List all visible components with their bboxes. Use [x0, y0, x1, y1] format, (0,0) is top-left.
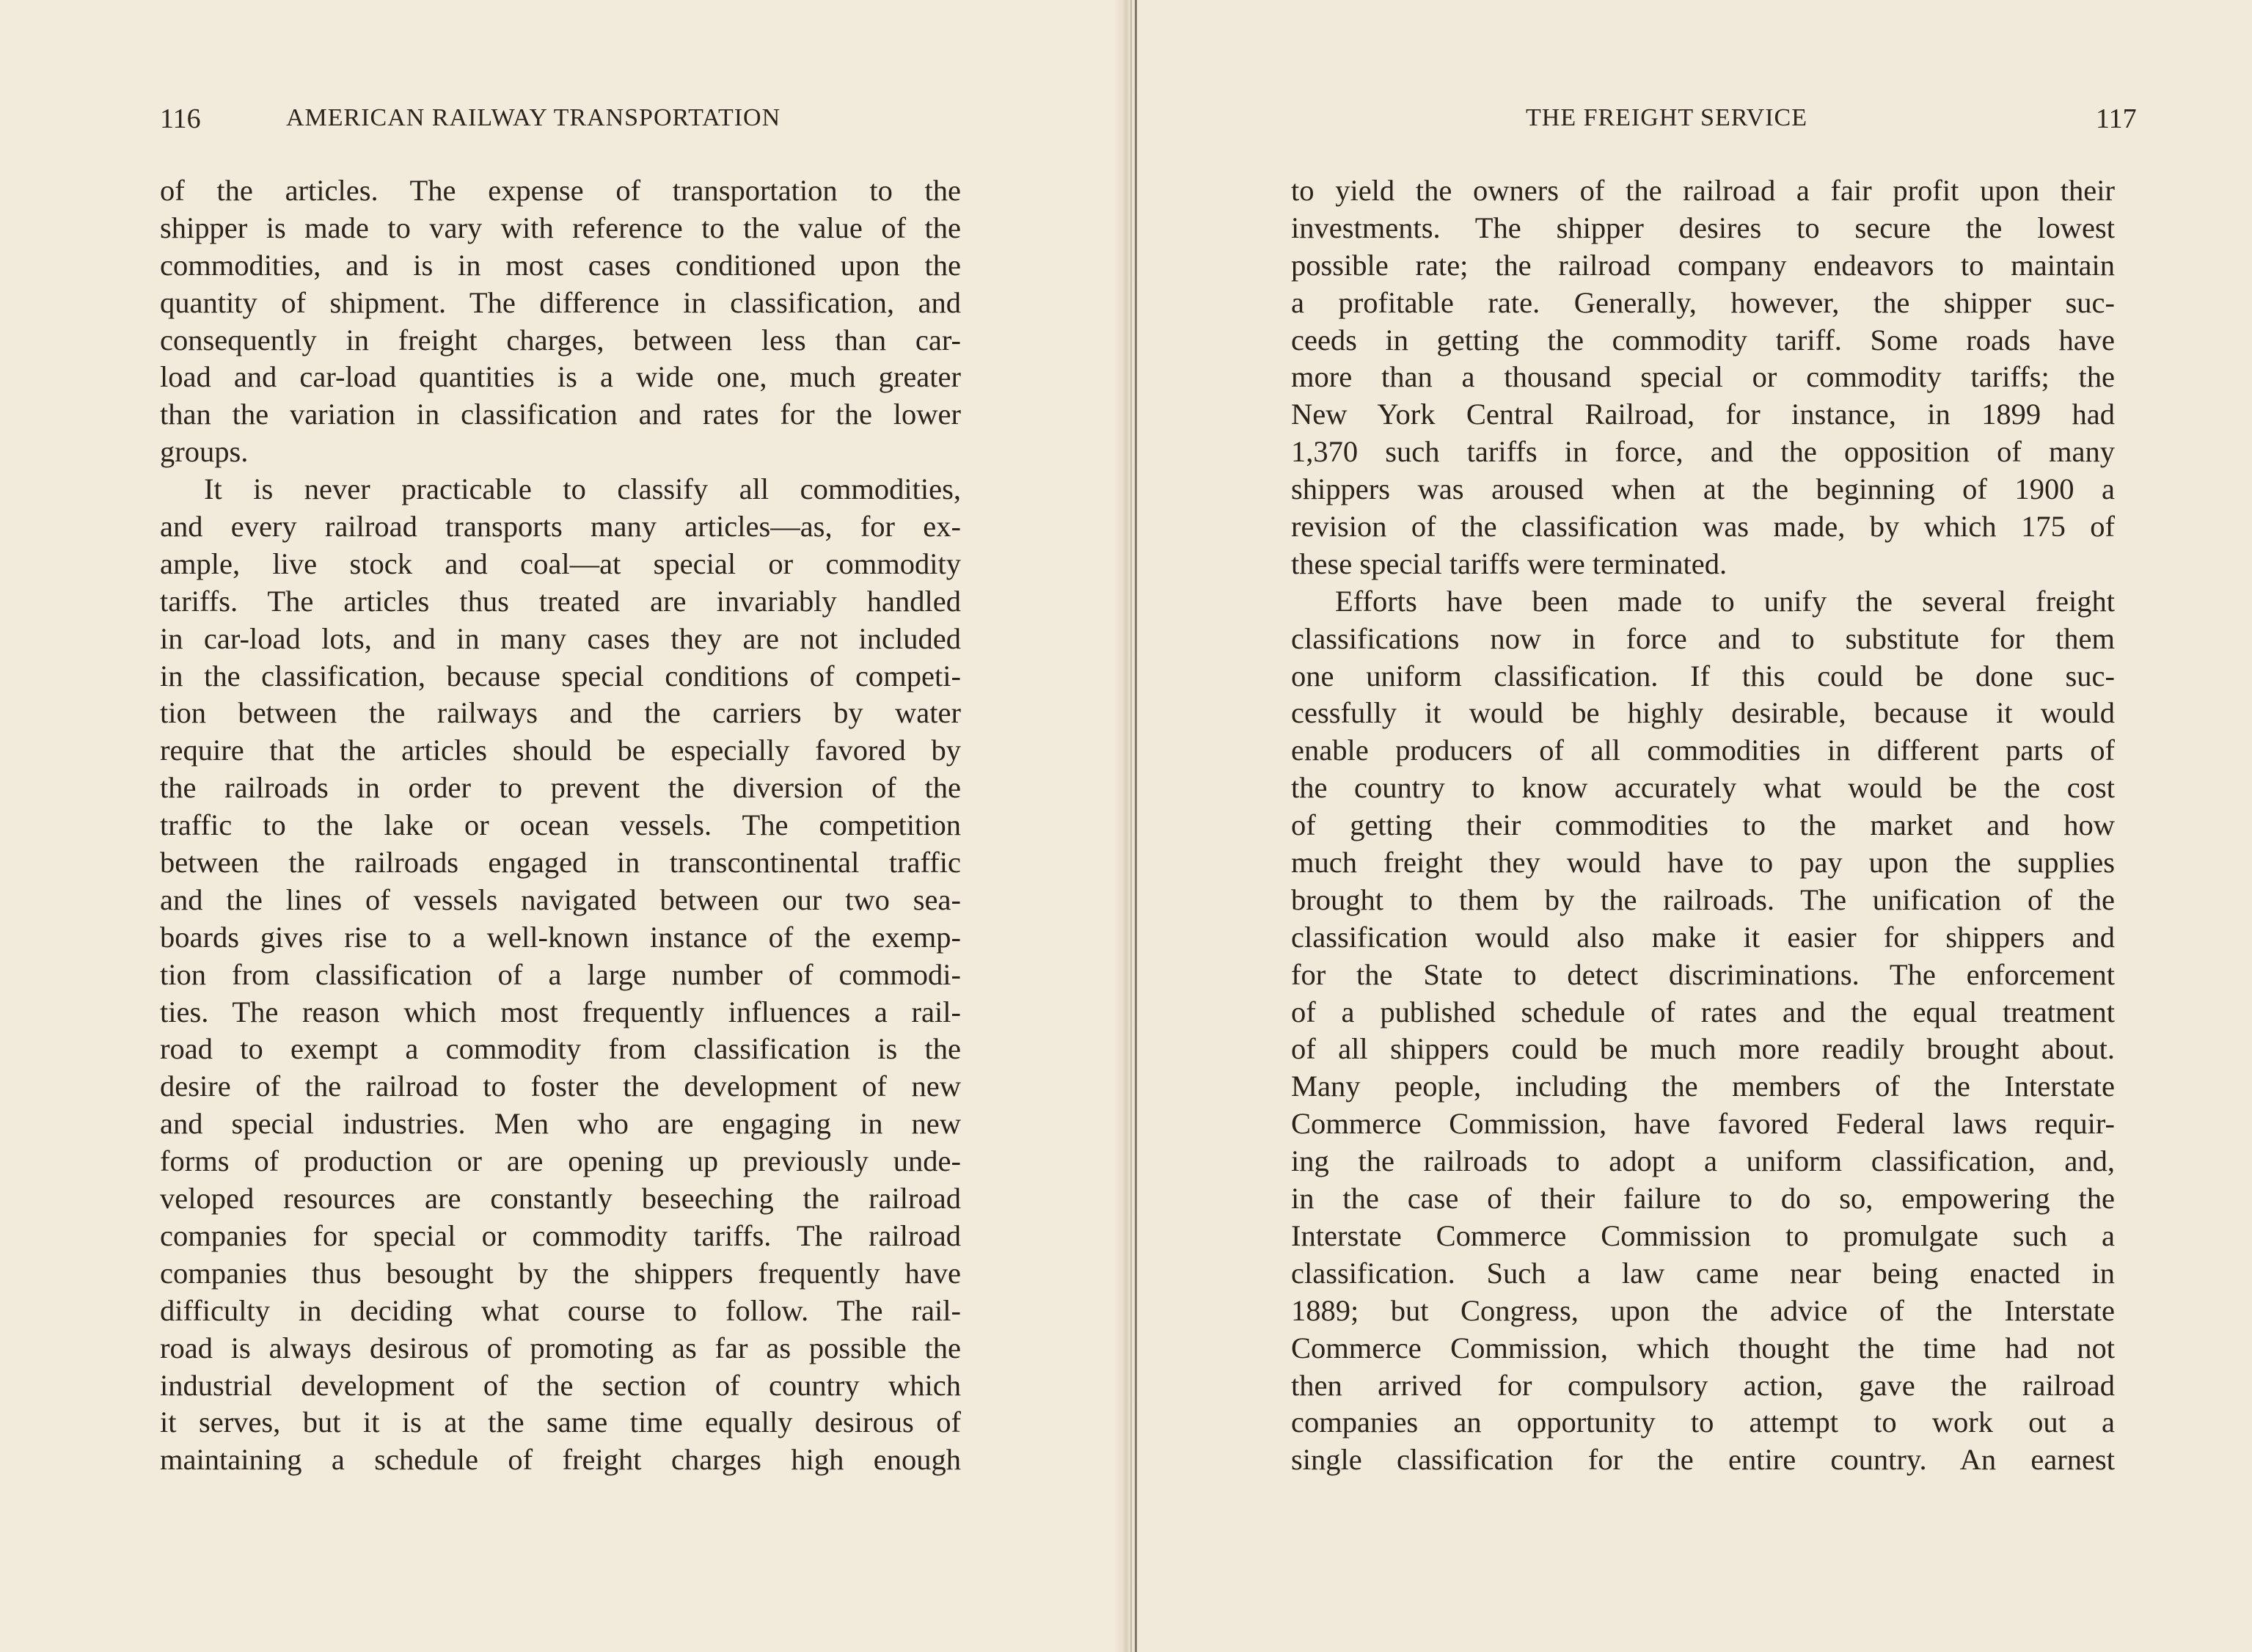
text-line: require that the articles should be especially favored by: [160, 734, 961, 767]
text-line: classification would also make it easier for shippers and: [1291, 920, 2115, 954]
gutter-fold-line: [1135, 0, 1137, 1652]
text-line: quantity of shipment. The difference in classification, and: [160, 285, 961, 319]
text-line: tion between the railways and the carriers by water: [160, 696, 961, 730]
text-line: companies for special or commodity tariffs. The railroad: [160, 1218, 961, 1252]
text-line: Many people, including the members of the Interstate: [1291, 1070, 2115, 1103]
text-line: in the case of their failure to do so, empowering the: [1291, 1182, 2115, 1216]
text-line: of the articles. The expense of transportation to the: [160, 174, 961, 207]
text-line: consequently in freight charges, between less than car-: [160, 323, 961, 357]
left-running-head: AMERICAN RAILWAY TRANSPORTATION: [286, 104, 781, 131]
text-line: ceeds in getting the commodity tariff. Some roads have: [1291, 323, 2115, 357]
text-line: brought to them by the railroads. The unification of the: [1291, 882, 2115, 916]
text-line: ties. The reason which most frequently influences a rail-: [160, 995, 961, 1028]
text-line: and every railroad transports many articles—as, for ex-: [160, 510, 961, 544]
text-line: Commerce Commission, have favored Federal laws requir-: [1291, 1107, 2115, 1141]
text-line: these special tariffs were terminated.: [1291, 547, 1728, 580]
text-line: Commerce Commission, which thought the time had not: [1291, 1331, 2115, 1364]
text-line: It is never practicable to classify all commodities,: [204, 472, 961, 506]
text-line: industrial development of the section of country which: [160, 1368, 961, 1402]
text-line: desire of the railroad to foster the development of new: [160, 1070, 961, 1103]
text-line: to yield the owners of the railroad a fair profit upon their: [1291, 174, 2115, 207]
text-line: tion from classification of a large number of commodi-: [160, 957, 961, 991]
text-line: more than a thousand special or commodity tariffs; the: [1291, 360, 2115, 394]
text-line: the country to know accurately what would be the cost: [1291, 771, 2115, 805]
text-line: 1,370 such tariffs in force, and the opposition of many: [1291, 435, 2115, 469]
text-line: investments. The shipper desires to secure the lowest: [1291, 211, 2115, 244]
text-line: of all shippers could be much more readily brought about.: [1291, 1032, 2115, 1066]
gutter-shadow-line: [1130, 0, 1132, 1652]
text-line: veloped resources are constantly beseeching the railroad: [160, 1182, 961, 1216]
text-line: and special industries. Men who are engaging in new: [160, 1107, 961, 1141]
right-page: [1126, 0, 2252, 1652]
left-body-text: [160, 172, 961, 1479]
right-body-text: [1291, 172, 2115, 1479]
text-line: it serves, but it is at the same time equally desirous of: [160, 1406, 961, 1439]
left-page-number: 116: [160, 103, 201, 134]
text-line: difficulty in deciding what course to follow. The rail-: [160, 1293, 961, 1327]
text-line: groups.: [160, 435, 249, 469]
text-line: classifications now in force and to substitute for them: [1291, 621, 2115, 655]
text-line: than the variation in classification and rates for the lower: [160, 398, 961, 431]
text-line: maintaining a schedule of freight charges high enough: [160, 1443, 961, 1477]
text-line: much freight they would have to pay upon the supplies: [1291, 846, 2115, 880]
right-running-head: THE FREIGHT SERVICE: [1526, 104, 1807, 131]
text-line: traffic to the lake or ocean vessels. The competition: [160, 808, 961, 842]
text-line: ample, live stock and coal—at special or commodity: [160, 547, 961, 580]
right-page-number: 117: [2096, 103, 2137, 134]
text-line: road is always desirous of promoting as far as possible the: [160, 1331, 961, 1364]
text-line: 1889; but Congress, upon the advice of the Interstate: [1291, 1293, 2115, 1327]
text-line: boards gives rise to a well-known instance of the exemp-: [160, 920, 961, 954]
text-line: road to exempt a commodity from classification is the: [160, 1032, 961, 1066]
text-line: revision of the classification was made, by which 175 of: [1291, 510, 2115, 544]
text-line: for the State to detect discriminations. The enforcement: [1291, 957, 2115, 991]
text-line: load and car-load quantities is a wide one, much greater: [160, 360, 961, 394]
text-line: the railroads in order to prevent the diversion of the: [160, 771, 961, 805]
text-line: shippers was aroused when at the beginning of 1900 a: [1291, 472, 2115, 506]
text-line: Interstate Commerce Commission to promulgate such a: [1291, 1218, 2115, 1252]
text-line: forms of production or are opening up previously unde-: [160, 1144, 961, 1178]
text-line: in car-load lots, and in many cases they are not included: [160, 621, 961, 655]
text-line: a profitable rate. Generally, however, the shipper suc-: [1291, 285, 2115, 319]
text-line: New York Central Railroad, for instance, in 1899 had: [1291, 398, 2115, 431]
text-line: cessfully it would be highly desirable, because it would: [1291, 696, 2115, 730]
text-line: in the classification, because special conditions of competi-: [160, 659, 961, 692]
text-line: Efforts have been made to unify the several freight: [1335, 584, 2115, 618]
text-line: single classification for the entire country. An earnest: [1291, 1443, 2115, 1477]
text-line: possible rate; the railroad company endeavors to maintain: [1291, 248, 2115, 282]
text-line: tariffs. The articles thus treated are invariably handled: [160, 584, 961, 618]
text-line: shipper is made to vary with reference to the value of the: [160, 211, 961, 244]
text-line: one uniform classification. If this could be done suc-: [1291, 659, 2115, 692]
text-line: classification. Such a law came near being enacted in: [1291, 1256, 2115, 1290]
text-line: and the lines of vessels navigated between our two sea-: [160, 882, 961, 916]
text-line: companies thus besought by the shippers frequently have: [160, 1256, 961, 1290]
text-line: of a published schedule of rates and the equal treatment: [1291, 995, 2115, 1028]
text-line: commodities, and is in most cases conditioned upon the: [160, 248, 961, 282]
text-line: of getting their commodities to the market and how: [1291, 808, 2115, 842]
text-line: enable producers of all commodities in different parts of: [1291, 734, 2115, 767]
text-line: between the railroads engaged in transcontinental traffic: [160, 846, 961, 880]
text-line: then arrived for compulsory action, gave the railroad: [1291, 1368, 2115, 1402]
text-line: ing the railroads to adopt a uniform classification, and,: [1291, 1144, 2115, 1178]
text-line: companies an opportunity to attempt to work out a: [1291, 1406, 2115, 1439]
